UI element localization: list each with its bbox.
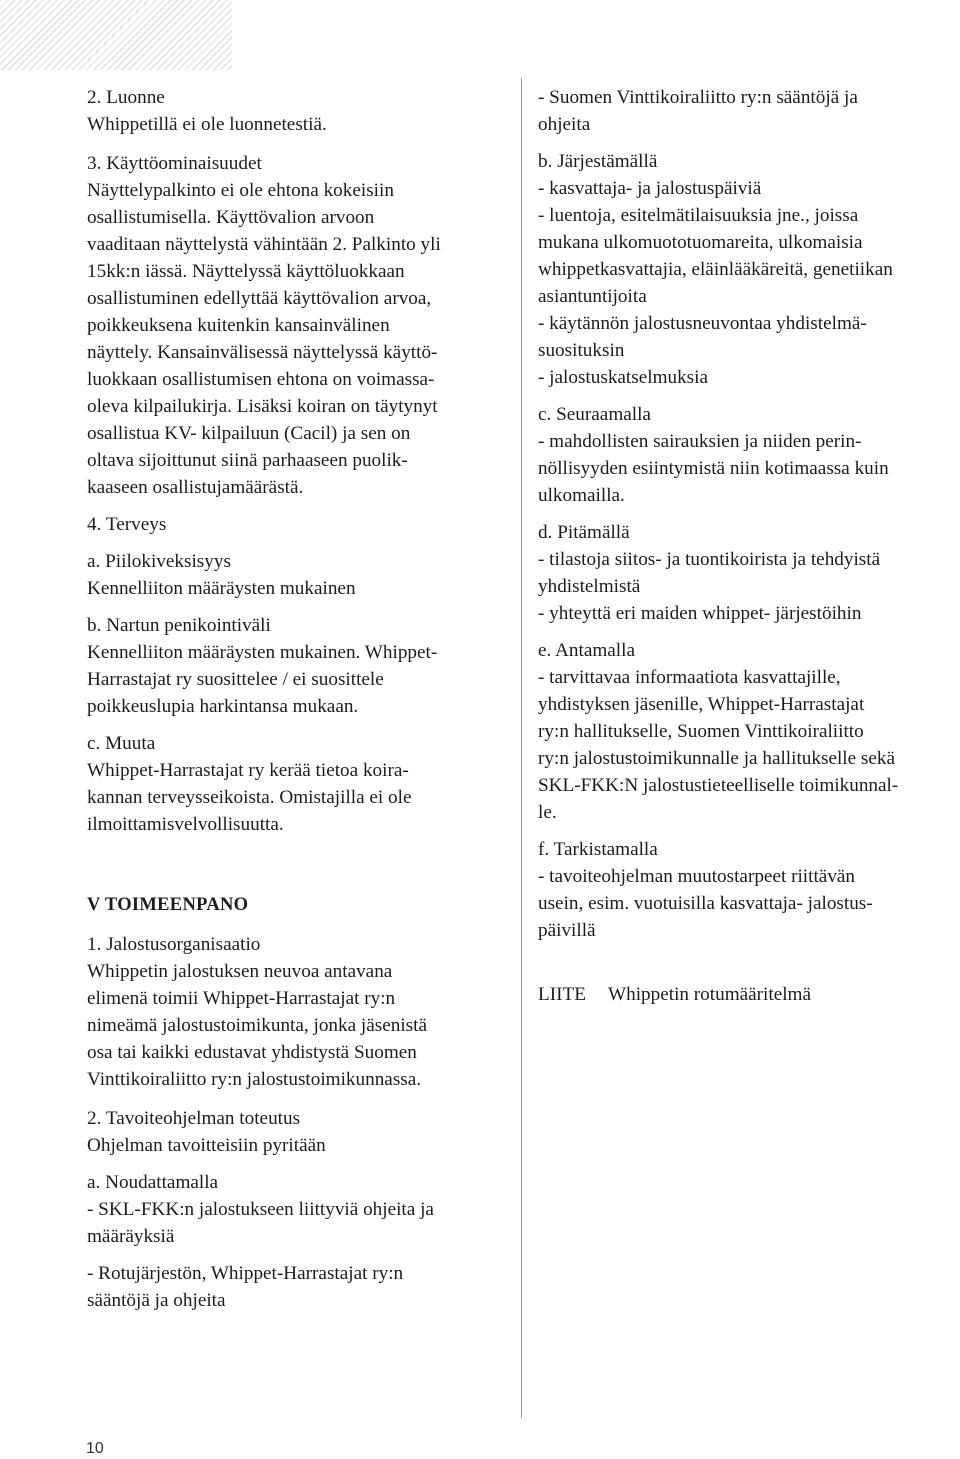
text-line: 15kk:n iässä. Näyttelyssä käyttöluokkaan [87, 261, 405, 282]
heading-muuta: c. Muuta [87, 733, 156, 754]
heading-terveys: 4. Terveys [87, 514, 167, 535]
text-line: Kennelliiton määräysten mukainen [87, 578, 356, 599]
liite-label: LIITE [538, 984, 586, 1005]
text-line: oltava sijoittunut siinä parhaaseen puolik- [87, 450, 408, 471]
heading-pitamalla: d. Pitämällä [538, 522, 630, 543]
text-line: - Suomen Vinttikoiraliitto ry:n sääntöjä ja [538, 87, 858, 108]
text-line: ulkomailla. [538, 485, 625, 506]
section-seuraamalla [538, 401, 953, 509]
section-svl-rules [538, 84, 953, 138]
text-line: nimeämä jalostustoimikunta, jonka jäsenistä [87, 1015, 427, 1036]
text-line: ilmoittamisvelvollisuutta. [87, 814, 284, 835]
text-line: - käytännön jalostusneuvontaa yhdistelmä- [538, 313, 867, 334]
text-line: - tilastoja siitos- ja tuontikoirista ja tehdyistä [538, 549, 881, 570]
text-line: kannan terveysseikoista. Omistajilla ei ole [87, 787, 412, 808]
section-nartun-penikointivali [87, 612, 512, 720]
text-line: poikkeuslupia harkintansa mukaan. [87, 696, 359, 717]
text-line: - SKL-FKK:n jalostukseen liittyviä ohjeita ja [87, 1199, 434, 1220]
section-tavoiteohjelman-toteutus [87, 1105, 512, 1159]
text-line: - luentoja, esitelmätilaisuuksia jne., joissa [538, 205, 859, 226]
text-line: yhdistyksen jäsenille, Whippet-Harrastajat [538, 694, 865, 715]
right-column [538, 84, 953, 1008]
text-line: Whippet-Harrastajat ry kerää tietoa koira- [87, 760, 409, 781]
heading-jalostusorganisaatio: 1. Jalostusorganisaatio [87, 934, 261, 955]
text-line: - mahdollisten sairauksien ja niiden perin- [538, 431, 862, 452]
text-line: ry:n hallitukselle, Suomen Vinttikoiraliitto [538, 721, 864, 742]
column-divider [521, 78, 522, 1418]
heading-seuraamalla: c. Seuraamalla [538, 404, 651, 425]
section-rotujarjeston [87, 1260, 512, 1314]
section-piilokiveksisyys [87, 548, 512, 602]
section-noudattamalla [87, 1169, 512, 1250]
liite-reference [538, 981, 953, 1008]
text-line: - yhteyttä eri maiden whippet- järjestöihin [538, 603, 862, 624]
section-luonne [87, 84, 512, 138]
text-line: suosituksin [538, 340, 625, 361]
text-line: - kasvattaja- ja jalostuspäiviä [538, 178, 762, 199]
text-line: le. [538, 802, 557, 823]
text-line: Ohjelman tavoitteisiin pyritään [87, 1135, 326, 1156]
text-line: - tarvittavaa informaatiota kasvattajille, [538, 667, 841, 688]
text-line: päivillä [538, 920, 596, 941]
section-tarkistamalla [538, 836, 953, 944]
text-line: elimenä toimii Whippet-Harrastajat ry:n [87, 988, 396, 1009]
heading-noudattamalla: a. Noudattamalla [87, 1172, 219, 1193]
liite-text: Whippetin rotumääritelmä [608, 984, 811, 1005]
text-line: Whippetin jalostuksen neuvoa antavana [87, 961, 393, 982]
section-jalostusorganisaatio [87, 931, 512, 1093]
text-line: osallistua KV- kilpailuun (Cacil) ja sen on [87, 423, 411, 444]
text-line: osallistuminen edellyttää käyttövalion arvoa, [87, 288, 432, 309]
text-line: ohjeita [538, 114, 591, 135]
text-line: ry:n jalostustoimikunnalle ja hallitukselle sekä [538, 748, 896, 769]
text-line: Harrastajat ry suosittelee / ei suosittele [87, 669, 384, 690]
section-heading-toimeenpano: V TOIMEENPANO [87, 895, 249, 915]
text-line: Whippetillä ei ole luonnetestiä. [87, 114, 327, 135]
heading-kayttoominaisuudet: 3. Käyttöominaisuudet [87, 153, 262, 174]
text-line: - Rotujärjestön, Whippet-Harrastajat ry:n [87, 1263, 404, 1284]
left-column [87, 84, 512, 1314]
section-pitamalla [538, 519, 953, 627]
heading-nartun-penikointivali: b. Nartun penikointiväli [87, 615, 271, 636]
text-line: Vinttikoiraliitto ry:n jalostustoimikunnassa. [87, 1069, 422, 1090]
section-antamalla [538, 637, 953, 826]
page-number: 10 [86, 1440, 104, 1457]
text-line: vaaditaan näyttelystä vähintään 2. Palkinto yli [87, 234, 441, 255]
section-muuta [87, 730, 512, 838]
heading-jarjestamalla: b. Järjestämällä [538, 151, 658, 172]
text-line: Kennelliiton määräysten mukainen. Whippet- [87, 642, 438, 663]
text-line: mukana ulkomuototuomareita, ulkomaisia [538, 232, 863, 253]
text-line: kaaseen osallistujamäärästä. [87, 477, 304, 498]
heading-tarkistamalla: f. Tarkistamalla [538, 839, 658, 860]
heading-tavoiteohjelman-toteutus: 2. Tavoiteohjelman toteutus [87, 1108, 301, 1129]
heading-piilokiveksisyys: a. Piilokiveksisyys [87, 551, 231, 572]
text-line: Näyttelypalkinto ei ole ehtona kokeisiin [87, 180, 394, 201]
text-line: osallistumisella. Käyttövalion arvoon [87, 207, 375, 228]
text-line: osa tai kaikki edustavat yhdistystä Suomen [87, 1042, 417, 1063]
text-line: - tavoiteohjelman muutostarpeet riittävän [538, 866, 856, 887]
text-line: yhdistelmistä [538, 576, 641, 597]
heading-luonne: 2. Luonne [87, 87, 165, 108]
text-line: whippetkasvattajia, eläinlääkäreitä, genetiikan [538, 259, 893, 280]
text-line: usein, esim. vuotuisilla kasvattaja- jalostus- [538, 893, 873, 914]
text-line: määräyksiä [87, 1226, 175, 1247]
text-line: luokkaan osallistumisen ehtona on voimassa- [87, 369, 435, 390]
text-line: sääntöjä ja ohjeita [87, 1290, 226, 1311]
section-jarjestamalla [538, 148, 953, 391]
heading-antamalla: e. Antamalla [538, 640, 635, 661]
text-line: poikkeuksena kuitenkin kansainvälinen [87, 315, 390, 336]
section-kayttoominaisuudet [87, 150, 512, 501]
text-line: näyttely. Kansainvälisessä näyttelyssä käyttö- [87, 342, 438, 363]
text-line: - jalostuskatselmuksia [538, 367, 708, 388]
text-line: nöllisyyden esiintymistä niin kotimaassa kuin [538, 458, 889, 479]
text-line: oleva kilpailukirja. Lisäksi koiran on täytynyt [87, 396, 438, 417]
text-line: SKL-FKK:N jalostustieteelliselle toimikunnal- [538, 775, 899, 796]
hatch-decoration [0, 0, 232, 70]
text-line: asiantuntijoita [538, 286, 647, 307]
